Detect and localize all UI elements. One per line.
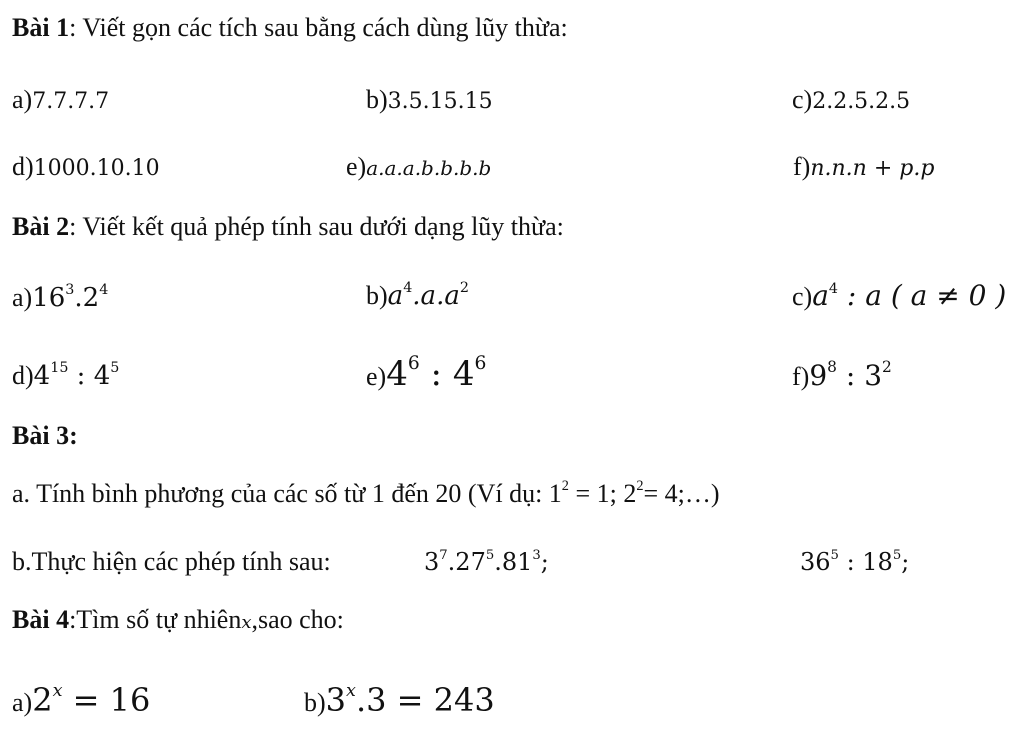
bai3-part-a bbox=[12, 477, 720, 508]
bai2-a-base1: 16 bbox=[32, 283, 66, 313]
bai2-c-rest: : a ( a ≠ 0 ) bbox=[838, 279, 1007, 312]
bai2-f-exp1: 8 bbox=[827, 357, 837, 376]
bai3-b1-exp3: 3 bbox=[532, 547, 541, 563]
bai1-label-d: d) bbox=[12, 152, 34, 181]
bai2-item-f bbox=[792, 357, 892, 392]
bai4-label-a: a) bbox=[12, 688, 33, 717]
bai4-label-b: b) bbox=[304, 688, 326, 717]
bai1-label-e: e) bbox=[346, 152, 367, 181]
bai2-label-a: a) bbox=[12, 283, 33, 312]
bai2-heading-line bbox=[12, 214, 564, 240]
bai2-b-exp2: 2 bbox=[459, 279, 469, 296]
bai2-title: : Viết kết quả phép tính sau dưới dạng lũy thừa: bbox=[69, 212, 564, 241]
bai2-e-base1: 4 bbox=[386, 354, 408, 394]
bai4-item-b bbox=[304, 681, 495, 719]
bai1-item-d bbox=[12, 154, 160, 180]
bai4-b-base: 3 bbox=[325, 681, 347, 719]
bai2-b-mid: .a.a bbox=[412, 281, 460, 311]
bai2-e-base2: 4 bbox=[452, 354, 475, 394]
bai1-title: : Viết gọn các tích sau bằng cách dùng lũy thừa: bbox=[69, 13, 568, 42]
bai2-c-exp1: 4 bbox=[828, 280, 839, 297]
bai3-part-b bbox=[12, 549, 331, 575]
bai3-a-exp2: 2 bbox=[636, 477, 644, 494]
bai4-heading-line bbox=[12, 607, 344, 633]
bai3-b2-exp2: 5 bbox=[892, 547, 902, 563]
bai3-heading-line bbox=[12, 423, 78, 449]
bai2-d-op: : bbox=[68, 361, 94, 391]
bai4-a-rest: = 16 bbox=[62, 681, 151, 719]
bai3-b-text: b.Thực hiện các phép tính sau: bbox=[12, 547, 331, 576]
bai1-label-b: b) bbox=[366, 85, 388, 114]
bai4-b-rest: .3 = 243 bbox=[355, 681, 495, 719]
bai2-c-base1: a bbox=[812, 279, 829, 312]
bai4-var: x bbox=[241, 612, 252, 633]
bai2-e-exp2: 6 bbox=[474, 353, 487, 375]
bai2-d-exp2: 5 bbox=[110, 359, 120, 376]
bai2-heading: Bài 2 bbox=[12, 212, 70, 241]
bai1-item-f bbox=[793, 154, 934, 180]
bai4-heading: Bài 4 bbox=[12, 605, 70, 634]
bai1-expr-b: 3.5.15.15 bbox=[387, 89, 493, 114]
bai2-item-b bbox=[366, 279, 469, 311]
bai1-heading-line bbox=[12, 15, 568, 41]
bai2-label-e: e) bbox=[366, 362, 387, 391]
bai4-title-pre: :Tìm số tự nhiên bbox=[69, 605, 242, 634]
bai3-b1-exp2: 5 bbox=[485, 547, 495, 563]
bai3-b2-base: 36 bbox=[800, 548, 831, 576]
bai1-item-a bbox=[12, 87, 109, 113]
bai4-a-base: 2 bbox=[32, 681, 53, 719]
bai2-a-dot: . bbox=[74, 283, 83, 313]
bai4-b-exp: x bbox=[346, 681, 356, 702]
bai3-b2-exp1: 5 bbox=[830, 547, 839, 563]
bai3-a-exp1: 2 bbox=[561, 477, 569, 494]
bai2-d-base1: 4 bbox=[33, 361, 51, 391]
bai2-f-exp2: 2 bbox=[882, 357, 892, 376]
bai3-b2-op: : 18 bbox=[838, 548, 893, 576]
bai2-a-exp1: 3 bbox=[65, 281, 75, 298]
bai2-label-b: b) bbox=[366, 281, 388, 310]
bai3-a-end: = 4;…) bbox=[643, 479, 720, 508]
bai3-b1-end: ; bbox=[540, 548, 549, 576]
bai2-label-f: f) bbox=[792, 362, 810, 391]
bai2-item-c bbox=[792, 279, 1007, 312]
bai2-f-base1: 9 bbox=[809, 359, 828, 392]
bai2-a-base2: 2 bbox=[82, 283, 100, 313]
bai1-item-b bbox=[366, 87, 493, 113]
bai1-label-c: c) bbox=[792, 85, 813, 114]
bai3-b1-base: 3 bbox=[424, 548, 440, 576]
bai4-item-a bbox=[12, 681, 151, 719]
bai2-item-e bbox=[366, 353, 487, 394]
bai3-b-expr1 bbox=[424, 547, 549, 576]
bai3-a-text: a. Tính bình phương của các số từ 1 đến 20 (Ví dụ: 1 bbox=[12, 479, 562, 508]
bai2-d-base2: 4 bbox=[93, 361, 111, 391]
bai3-b2-end: ; bbox=[901, 548, 910, 576]
bai1-item-e bbox=[346, 154, 491, 180]
bai3-b1-term3: .81 bbox=[494, 548, 533, 576]
bai4-title-post: ,sao cho: bbox=[251, 605, 344, 634]
bai3-b1-exp1: 7 bbox=[439, 547, 448, 563]
bai1-label-a: a) bbox=[12, 85, 33, 114]
bai1-expr-e: a.a.a.b.b.b.b bbox=[366, 156, 492, 180]
bai2-f-base2: 3 bbox=[864, 359, 883, 392]
bai3-b-expr2 bbox=[800, 547, 910, 576]
bai1-expr-f: n.n.n + p.p bbox=[810, 156, 935, 181]
bai1-expr-d: 1000.10.10 bbox=[33, 156, 160, 181]
bai1-expr-a: 7.7.7.7 bbox=[32, 89, 110, 114]
bai1-label-f: f) bbox=[793, 152, 811, 181]
bai3-a-mid: = 1; 2 bbox=[568, 479, 637, 508]
bai2-label-d: d) bbox=[12, 361, 34, 390]
bai1-expr-c: 2.2.5.2.5 bbox=[812, 89, 911, 114]
bai1-item-c bbox=[792, 87, 910, 113]
bai2-b-base1: a bbox=[387, 281, 404, 311]
bai2-item-d bbox=[12, 359, 120, 391]
bai2-e-exp1: 6 bbox=[407, 353, 420, 375]
bai2-item-a bbox=[12, 281, 109, 313]
bai3-b1-term2: .27 bbox=[447, 548, 486, 576]
bai1-heading: Bài 1 bbox=[12, 13, 70, 42]
bai2-a-exp2: 4 bbox=[99, 281, 109, 298]
bai2-d-exp1: 15 bbox=[50, 359, 69, 376]
bai3-heading: Bài 3: bbox=[12, 421, 78, 450]
bai2-e-op: : bbox=[419, 354, 453, 394]
bai2-f-op: : bbox=[836, 359, 865, 392]
bai2-b-exp1: 4 bbox=[403, 279, 413, 296]
bai2-label-c: c) bbox=[792, 282, 813, 311]
bai4-a-exp: x bbox=[52, 681, 63, 702]
